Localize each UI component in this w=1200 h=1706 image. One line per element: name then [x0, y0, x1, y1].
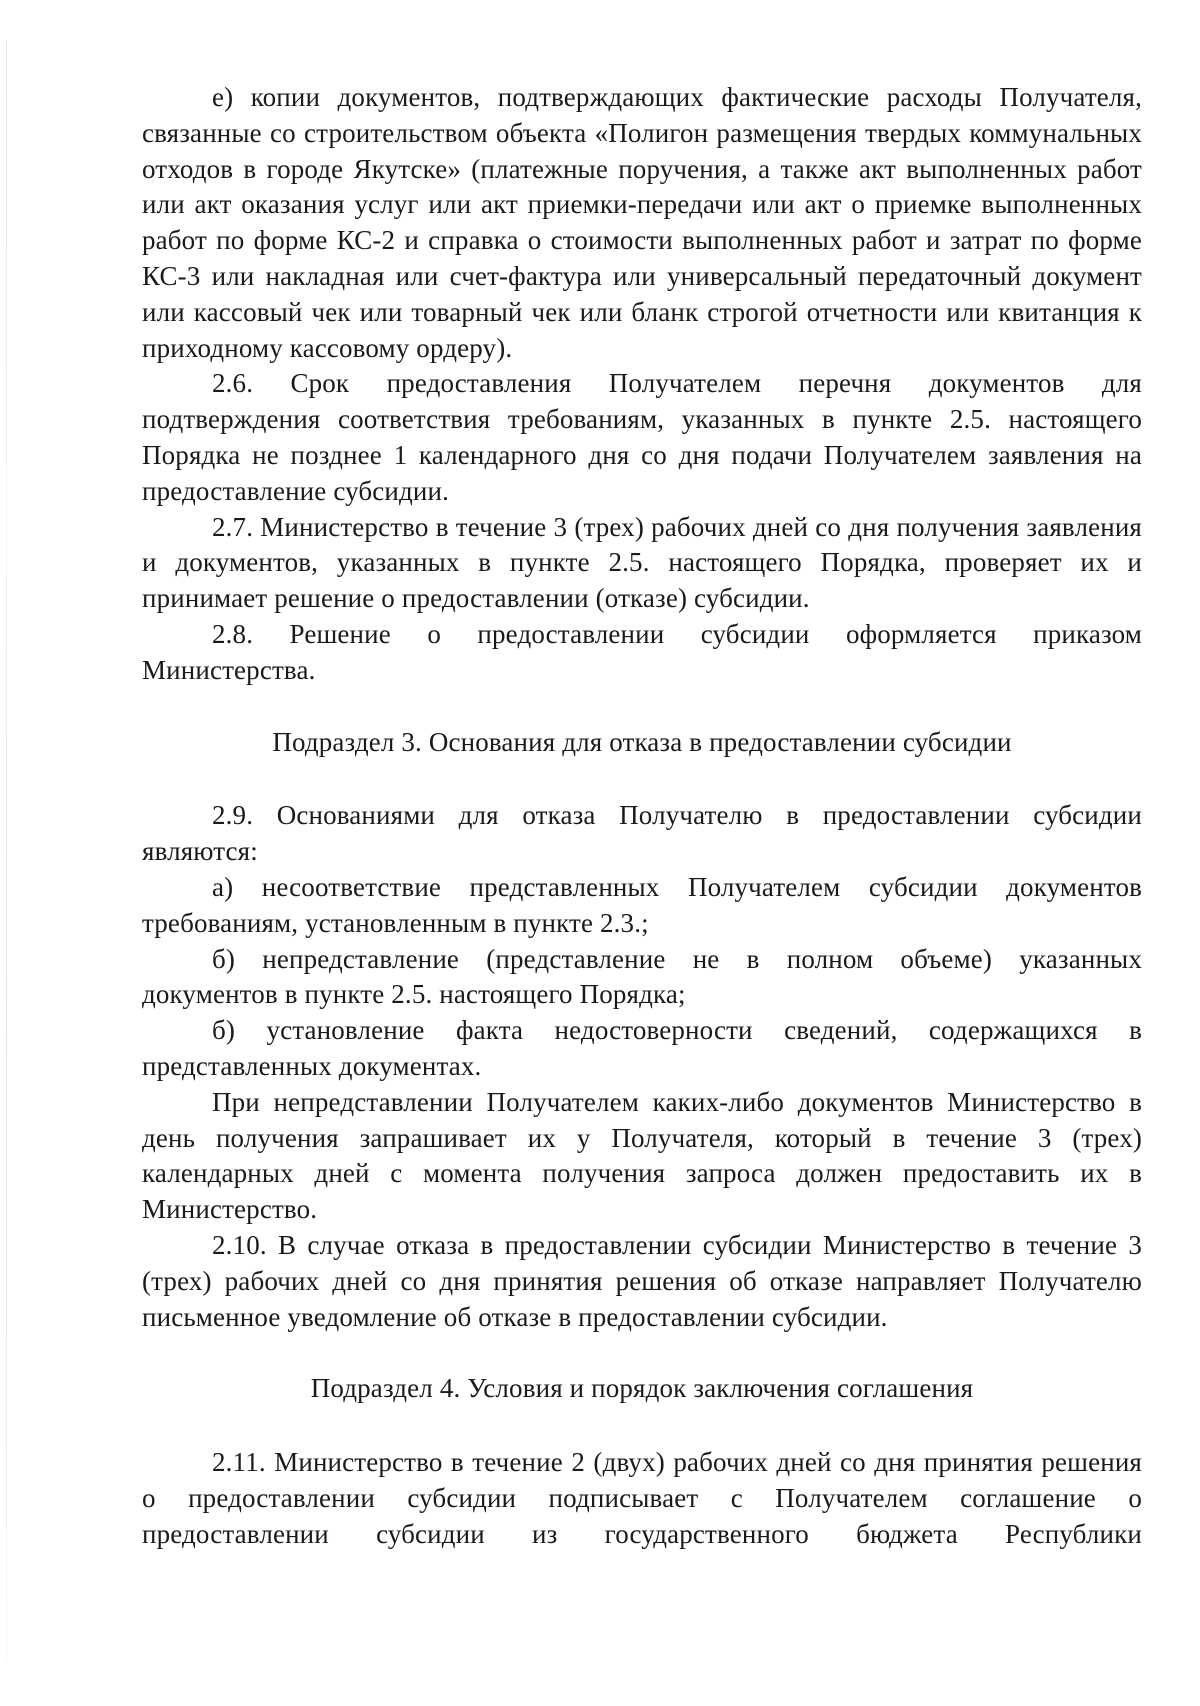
paragraph-2-6: 2.6. Срок предоставления Получателем перечня документов для подтверждения соответствия требованиям, указанных в пункте 2.5. настоящего Порядка не позднее 1 календарного дня со дня подачи Получателем заявления на предоставление субсидии.	[142, 368, 1142, 506]
subsection-4-heading: Подраздел 4. Условия и порядок заключения соглашения	[310, 1373, 974, 1404]
paragraph-2-11: 2.11. Министерство в течение 2 (двух) рабочих дней со дня принятия решения о предоставлении субсидии подписывает с Получателем соглашение о предоставлении субсидии из государственного бюджета Республики	[142, 1447, 1142, 1549]
paragraph-missing-docs: При непредставлении Получателем каких-либо документов Министерство в день получения запрашивает их у Получателя, который в течение 3 (трех) календарных дней с момента получения запроса должен предоставить их в Министерство.	[142, 1086, 1142, 1225]
paragraph-2-9-a: а) несоответствие представленных Получателем субсидии документов требованиям, установленным в пункте 2.3.;	[142, 871, 1142, 938]
document-body	[142, 80, 1142, 1552]
paragraph-2-7: 2.7. Министерство в течение 3 (трех) рабочих дней со дня получения заявления и документов, указанных в пункте 2.5. настоящего Порядка, проверяет их и принимает решение о предоставлении (отказе) субсидии.	[142, 511, 1142, 614]
paragraph-2-9-b: б) непредставление (представление не в полном объеме) указанных документов в пункте 2.5. настоящего Порядка;	[142, 943, 1142, 1010]
scan-edge-artifact	[6, 40, 7, 1660]
paragraph-2-9: 2.9. Основаниями для отказа Получателю в предоставлении субсидии являются:	[142, 800, 1142, 867]
subsection-3-heading: Подраздел 3. Основания для отказа в предоставлении субсидии	[272, 726, 1012, 757]
paragraph-2-9-b2: б) установление факта недостоверности сведений, содержащихся в представленных документах.	[142, 1015, 1142, 1081]
paragraph-e-copies: е) копии документов, подтверждающих фактические расходы Получателя, связанные со строительством объекта «Полигон размещения твердых коммунальных отходов в городе Якутске» (платежные поручения, а также акт выполненных работ или акт оказания услуг или акт приемки-передачи или акт о приемке выполненных работ по форме КС-2 и справка о стоимости выполненных работ и затрат по форме КС-3 или накладная или счет-фактура или универсальный передаточный документ или кассовый чек или товарный чек или бланк строгой отчетности или квитанция к приходному кассовому ордеру).	[142, 82, 1142, 363]
paragraph-2-8: 2.8. Решение о предоставлении субсидии оформляется приказом Министерства.	[142, 618, 1142, 685]
paragraph-2-10: 2.10. В случае отказа в предоставлении субсидии Министерство в течение 3 (трех) рабочих дней со дня принятия решения об отказе направляет Получателю письменное уведомление об отказе в предоставлении субсидии.	[142, 1229, 1142, 1332]
